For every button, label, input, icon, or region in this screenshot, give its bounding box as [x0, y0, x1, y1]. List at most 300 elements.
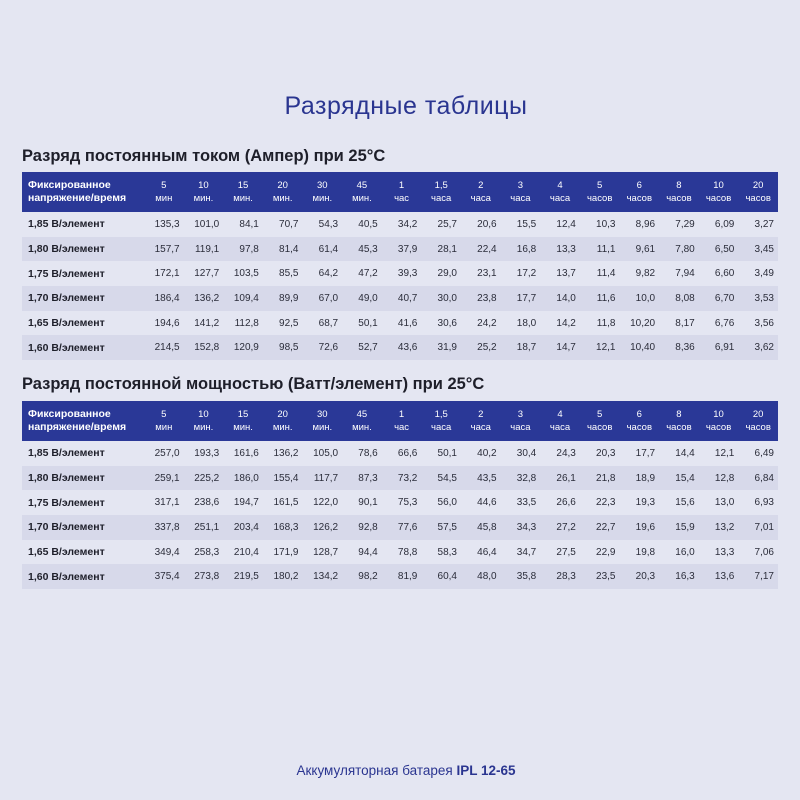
column-header-unit: мин.	[312, 422, 333, 433]
column-header	[540, 401, 580, 441]
table-cell: 103,5	[233, 268, 259, 280]
column-header	[738, 401, 778, 441]
column-header	[382, 401, 422, 441]
table-row	[22, 564, 778, 589]
table-cell: 78,8	[397, 546, 418, 558]
column-header-unit: часов	[745, 422, 771, 433]
table-row	[22, 311, 778, 336]
table-cell: 317,1	[154, 497, 180, 509]
column-header	[184, 172, 224, 212]
row-label: 1,70 В/элемент	[28, 292, 105, 305]
column-header-unit: мин.	[352, 422, 372, 433]
table-cell: 18,9	[635, 472, 656, 484]
table-cell: 127,7	[194, 268, 220, 280]
table-cell: 251,1	[194, 521, 220, 533]
column-header-unit: час	[394, 422, 410, 433]
table-cell: 26,6	[556, 497, 576, 509]
column-header-unit: мин.	[272, 422, 293, 433]
column-header-unit: мин.	[193, 422, 214, 433]
table-cell: 84,1	[239, 218, 259, 230]
page-title: Разрядные таблицы	[284, 92, 528, 120]
table-cell: 3,27	[754, 218, 774, 230]
table-cell: 19,8	[635, 546, 656, 558]
table-row	[22, 237, 778, 262]
table-cell: 98,2	[358, 571, 378, 583]
column-header-unit: часов	[705, 422, 732, 433]
table-cell: 21,8	[596, 472, 616, 484]
table-cell: 24,3	[556, 447, 576, 459]
row-label: 1,60 В/элемент	[28, 570, 105, 583]
table-cell: 81,4	[279, 243, 299, 255]
column-header-value: 5	[161, 409, 167, 420]
footer-model: IPL 12-65	[456, 763, 516, 778]
table-cell: 40,2	[477, 447, 497, 459]
column-header-value: 8	[676, 409, 682, 420]
column-header	[303, 401, 343, 441]
column-header-unit: часа	[431, 422, 452, 433]
table-cell: 24,2	[477, 317, 497, 329]
table-cell: 13,7	[556, 268, 576, 280]
column-header	[144, 172, 184, 212]
table-cell: 11,4	[596, 268, 616, 280]
table-cell: 14,2	[556, 317, 576, 329]
column-header-unit: мин.	[233, 193, 253, 204]
column-header-value: 30	[317, 180, 328, 191]
table-cell: 12,4	[556, 218, 576, 230]
column-header-value: 15	[237, 180, 249, 191]
table-cell: 3,53	[754, 292, 774, 304]
row-label: 1,80 В/элемент	[28, 472, 105, 485]
table-cell: 375,4	[154, 571, 180, 583]
column-header	[580, 172, 620, 212]
column-header-unit: часа	[470, 422, 491, 433]
table-current-discharge	[22, 172, 778, 360]
table-cell: 11,8	[596, 317, 616, 329]
table-row	[22, 335, 778, 360]
table-cell: 17,2	[516, 268, 537, 280]
table-cell: 3,56	[754, 317, 774, 329]
column-header	[699, 172, 739, 212]
table-cell: 7,06	[754, 546, 774, 558]
table-cell: 219,5	[233, 571, 259, 583]
table-cell: 92,5	[279, 317, 299, 329]
column-header-unit: часов	[705, 193, 732, 204]
header-label-line: напряжение/время	[28, 421, 127, 433]
table-cell: 15,5	[516, 218, 537, 230]
section-title-current: Разряд постоянным током (Ампер) при 25°C	[22, 147, 386, 165]
table-cell: 122,0	[313, 497, 339, 509]
column-header	[659, 172, 699, 212]
table-cell: 112,8	[234, 317, 259, 329]
column-header	[738, 172, 778, 212]
column-header	[659, 401, 699, 441]
table-header	[22, 401, 778, 441]
table-cell: 171,9	[273, 546, 299, 558]
column-header-value: 20	[277, 409, 288, 420]
table-cell: 87,3	[358, 472, 378, 484]
table-row	[22, 286, 778, 311]
table-cell: 13,6	[714, 571, 735, 583]
table-cell: 90,1	[358, 497, 378, 509]
table-cell: 48,0	[477, 571, 497, 583]
table-cell: 73,2	[397, 472, 418, 484]
table-cell: 8,08	[675, 292, 695, 304]
column-header-unit: мин	[155, 422, 173, 433]
table-cell: 45,8	[477, 521, 497, 533]
table-cell: 180,2	[273, 571, 299, 583]
column-header-value: 1,5	[434, 409, 448, 420]
table-row	[22, 540, 778, 565]
table-header	[22, 172, 778, 212]
header-row	[22, 401, 778, 441]
table-cell: 152,8	[194, 342, 220, 354]
column-header-value: 4	[557, 180, 563, 191]
table-cell: 22,9	[596, 546, 616, 558]
column-header-value: 20	[752, 409, 764, 420]
row-label: 1,65 В/элемент	[28, 546, 105, 559]
data-table	[22, 401, 778, 589]
table-cell: 214,5	[154, 342, 180, 354]
table-cell: 75,3	[397, 497, 418, 509]
table-cell: 14,0	[556, 292, 576, 304]
column-header-unit: часа	[549, 193, 571, 204]
table-cell: 20,3	[596, 447, 616, 459]
table-cell: 273,8	[194, 571, 220, 583]
table-cell: 98,5	[279, 342, 299, 354]
table-cell: 13,0	[714, 497, 735, 509]
header-label-line: напряжение/время	[28, 192, 127, 204]
table-cell: 56,0	[437, 497, 457, 509]
column-header	[461, 401, 501, 441]
table-cell: 210,4	[233, 546, 259, 558]
table-cell: 14,4	[675, 447, 695, 459]
table-row	[22, 261, 778, 286]
table-cell: 225,2	[194, 472, 220, 484]
column-header-unit: часа	[431, 193, 452, 204]
table-cell: 64,2	[318, 268, 339, 280]
column-header-unit: часов	[666, 422, 692, 433]
row-label: 1,75 В/элемент	[28, 267, 105, 280]
column-header-unit: часов	[745, 193, 771, 204]
table-cell: 258,3	[194, 546, 220, 558]
column-header-value: 5	[597, 180, 603, 191]
column-header	[144, 401, 184, 441]
column-header-unit: мин.	[352, 193, 372, 204]
column-header-value: 10	[198, 180, 209, 191]
table-cell: 238,6	[194, 497, 220, 509]
table-cell: 7,80	[675, 243, 695, 255]
table-cell: 15,6	[675, 497, 695, 509]
column-header-value: 2	[478, 180, 484, 191]
column-header-value: 5	[161, 180, 167, 191]
table-cell: 30,0	[437, 292, 457, 304]
table-cell: 157,7	[154, 243, 180, 255]
table-cell: 70,7	[279, 218, 299, 230]
table-cell: 8,17	[675, 317, 695, 329]
column-header	[263, 172, 303, 212]
table-body	[22, 441, 778, 589]
table-cell: 10,40	[630, 342, 656, 354]
table-row	[22, 490, 778, 515]
table-cell: 34,3	[516, 521, 537, 533]
row-label: 1,70 В/элемент	[28, 521, 105, 534]
table-cell: 3,49	[754, 268, 774, 280]
column-header	[699, 401, 739, 441]
table-cell: 168,3	[273, 521, 299, 533]
table-cell: 92,8	[358, 521, 378, 533]
table-cell: 58,3	[437, 546, 457, 558]
table-cell: 3,62	[754, 342, 774, 354]
column-header-value: 20	[752, 180, 764, 191]
table-cell: 22,3	[596, 497, 616, 509]
column-header-value: 10	[713, 409, 724, 420]
table-cell: 349,4	[154, 546, 180, 558]
table-cell: 18,7	[516, 342, 537, 354]
table-cell: 6,49	[754, 447, 774, 459]
table-cell: 186,0	[233, 472, 259, 484]
table-cell: 6,84	[754, 472, 774, 484]
row-label: 1,60 В/элемент	[28, 341, 105, 354]
table-cell: 50,1	[358, 317, 378, 329]
column-header-unit: часа	[510, 193, 531, 204]
header-label-line: Фиксированное	[28, 179, 111, 191]
table-cell: 109,4	[233, 292, 259, 304]
table-cell: 50,1	[437, 447, 457, 459]
table-cell: 89,9	[279, 292, 299, 304]
table-row	[22, 466, 778, 491]
table-cell: 32,8	[516, 472, 537, 484]
column-header-value: 6	[636, 180, 642, 191]
column-header-value: 10	[713, 180, 724, 191]
table-cell: 9,82	[635, 268, 656, 280]
column-header	[501, 401, 541, 441]
table-cell: 135,3	[154, 218, 180, 230]
row-label: 1,65 В/элемент	[28, 317, 105, 330]
column-header	[382, 172, 422, 212]
row-label: 1,85 В/элемент	[28, 447, 105, 460]
table-cell: 77,6	[397, 521, 418, 533]
table-cell: 193,3	[194, 447, 220, 459]
column-header	[540, 172, 580, 212]
table-cell: 31,9	[437, 342, 457, 354]
table-cell: 128,7	[313, 546, 339, 558]
table-row	[22, 212, 778, 237]
table-cell: 13,3	[714, 546, 735, 558]
column-header-value: 1	[398, 180, 405, 191]
table-cell: 46,4	[477, 546, 497, 558]
table-cell: 6,76	[714, 317, 735, 329]
table-cell: 85,5	[279, 268, 299, 280]
table-cell: 40,7	[397, 292, 418, 304]
column-header-value: 8	[676, 180, 682, 191]
table-cell: 101,0	[194, 218, 220, 230]
table-cell: 257,0	[154, 447, 180, 459]
table-cell: 16,0	[675, 546, 695, 558]
table-cell: 15,4	[675, 472, 695, 484]
table-cell: 6,91	[714, 342, 735, 354]
table-cell: 34,2	[397, 218, 418, 230]
table-cell: 10,20	[630, 317, 656, 329]
table-cell: 18,0	[516, 317, 537, 329]
column-header-unit: часа	[470, 193, 491, 204]
table-power-discharge	[22, 401, 778, 589]
table-cell: 28,3	[556, 571, 576, 583]
table-cell: 78,6	[358, 447, 378, 459]
column-header-value: 5	[597, 409, 603, 420]
table-cell: 117,7	[313, 472, 339, 484]
column-header-unit: мин.	[193, 193, 214, 204]
column-header-unit: часов	[586, 422, 613, 433]
table-cell: 94,4	[358, 546, 378, 558]
table-cell: 26,1	[556, 472, 576, 484]
table-cell: 120,9	[233, 342, 259, 354]
section-title-power: Разряд постоянной мощностью (Ватт/элемент) при 25°C	[22, 375, 485, 393]
table-cell: 12,8	[714, 472, 735, 484]
table-cell: 16,8	[516, 243, 537, 255]
table-cell: 25,7	[437, 218, 457, 230]
column-header	[421, 172, 461, 212]
column-header	[461, 172, 501, 212]
header-row	[22, 172, 778, 212]
table-cell: 72,6	[318, 342, 339, 354]
table-row	[22, 441, 778, 466]
table-cell: 43,6	[397, 342, 418, 354]
column-header	[184, 401, 224, 441]
column-header	[620, 401, 660, 441]
table-cell: 23,8	[477, 292, 497, 304]
table-cell: 23,1	[477, 268, 497, 280]
column-header-unit: часов	[626, 193, 653, 204]
table-cell: 40,5	[358, 218, 378, 230]
column-header-unit: мин.	[312, 193, 333, 204]
data-table	[22, 172, 778, 360]
table-cell: 126,2	[313, 521, 339, 533]
column-header-unit: часа	[510, 422, 531, 433]
table-cell: 12,1	[714, 447, 735, 459]
table-cell: 20,3	[635, 571, 656, 583]
table-cell: 68,7	[318, 317, 339, 329]
column-header-value: 45	[356, 180, 368, 191]
table-cell: 13,2	[714, 521, 735, 533]
table-cell: 25,2	[477, 342, 497, 354]
row-label: 1,80 В/элемент	[28, 243, 105, 256]
column-header	[342, 401, 382, 441]
table-cell: 136,2	[273, 447, 299, 459]
footer-prefix: Аккумуляторная батарея	[296, 763, 453, 778]
column-header	[223, 401, 263, 441]
table-cell: 9,61	[635, 243, 656, 255]
column-header-unit: часа	[549, 422, 571, 433]
table-cell: 14,7	[556, 342, 576, 354]
table-cell: 44,6	[477, 497, 497, 509]
table-cell: 39,3	[397, 268, 418, 280]
column-header	[421, 401, 461, 441]
table-cell: 67,0	[318, 292, 339, 304]
table-cell: 33,5	[516, 497, 537, 509]
table-cell: 54,5	[437, 472, 457, 484]
column-header	[342, 172, 382, 212]
column-header	[223, 172, 263, 212]
table-cell: 27,2	[556, 521, 576, 533]
table-cell: 8,96	[635, 218, 656, 230]
table-cell: 136,2	[194, 292, 220, 304]
table-cell: 7,94	[675, 268, 695, 280]
table-cell: 155,4	[273, 472, 299, 484]
column-header	[580, 401, 620, 441]
table-cell: 8,36	[675, 342, 695, 354]
table-cell: 186,4	[154, 292, 180, 304]
table-cell: 29,0	[437, 268, 457, 280]
table-cell: 12,1	[596, 342, 616, 354]
table-cell: 10,3	[596, 218, 616, 230]
table-cell: 7,29	[675, 218, 695, 230]
column-header-value: 30	[317, 409, 328, 420]
column-header-value: 15	[237, 409, 249, 420]
footer	[0, 763, 800, 778]
table-cell: 81,9	[397, 571, 418, 583]
table-cell: 337,8	[154, 521, 180, 533]
header-label-cell	[22, 401, 144, 441]
table-cell: 259,1	[154, 472, 180, 484]
table-cell: 6,93	[754, 497, 774, 509]
table-cell: 161,6	[233, 447, 259, 459]
table-cell: 203,4	[233, 521, 259, 533]
table-cell: 6,60	[714, 268, 735, 280]
table-cell: 41,6	[397, 317, 418, 329]
table-cell: 3,45	[754, 243, 774, 255]
column-header-unit: часов	[666, 193, 692, 204]
table-cell: 22,7	[596, 521, 616, 533]
table-cell: 23,5	[596, 571, 616, 583]
table-body	[22, 212, 778, 360]
column-header-value: 3	[517, 409, 524, 420]
column-header	[303, 172, 343, 212]
table-cell: 54,3	[318, 218, 339, 230]
table-cell: 105,0	[313, 447, 339, 459]
table-cell: 15,9	[675, 521, 695, 533]
table-cell: 194,7	[233, 497, 259, 509]
table-cell: 27,5	[556, 546, 576, 558]
column-header-value: 1	[398, 409, 405, 420]
table-cell: 11,1	[596, 243, 616, 255]
table-cell: 11,6	[596, 292, 616, 304]
table-cell: 16,3	[675, 571, 695, 583]
column-header-unit: мин.	[233, 422, 253, 433]
table-cell: 161,5	[273, 497, 299, 509]
table-cell: 30,6	[437, 317, 457, 329]
table-cell: 6,09	[714, 218, 735, 230]
table-cell: 134,2	[313, 571, 339, 583]
table-cell: 97,8	[239, 243, 259, 255]
column-header	[620, 172, 660, 212]
table-cell: 34,7	[516, 546, 537, 558]
column-header-value: 6	[636, 409, 642, 420]
header-label-cell	[22, 172, 144, 212]
table-cell: 20,6	[477, 218, 497, 230]
table-cell: 7,01	[754, 521, 774, 533]
table-cell: 49,0	[358, 292, 378, 304]
table-cell: 43,5	[477, 472, 497, 484]
table-cell: 60,4	[437, 571, 457, 583]
table-cell: 194,6	[154, 317, 180, 329]
table-cell: 37,9	[397, 243, 418, 255]
table-cell: 19,3	[635, 497, 656, 509]
column-header-unit: часов	[586, 193, 613, 204]
table-row	[22, 515, 778, 540]
table-cell: 35,8	[516, 571, 537, 583]
column-header-value: 10	[198, 409, 209, 420]
table-cell: 30,4	[516, 447, 537, 459]
